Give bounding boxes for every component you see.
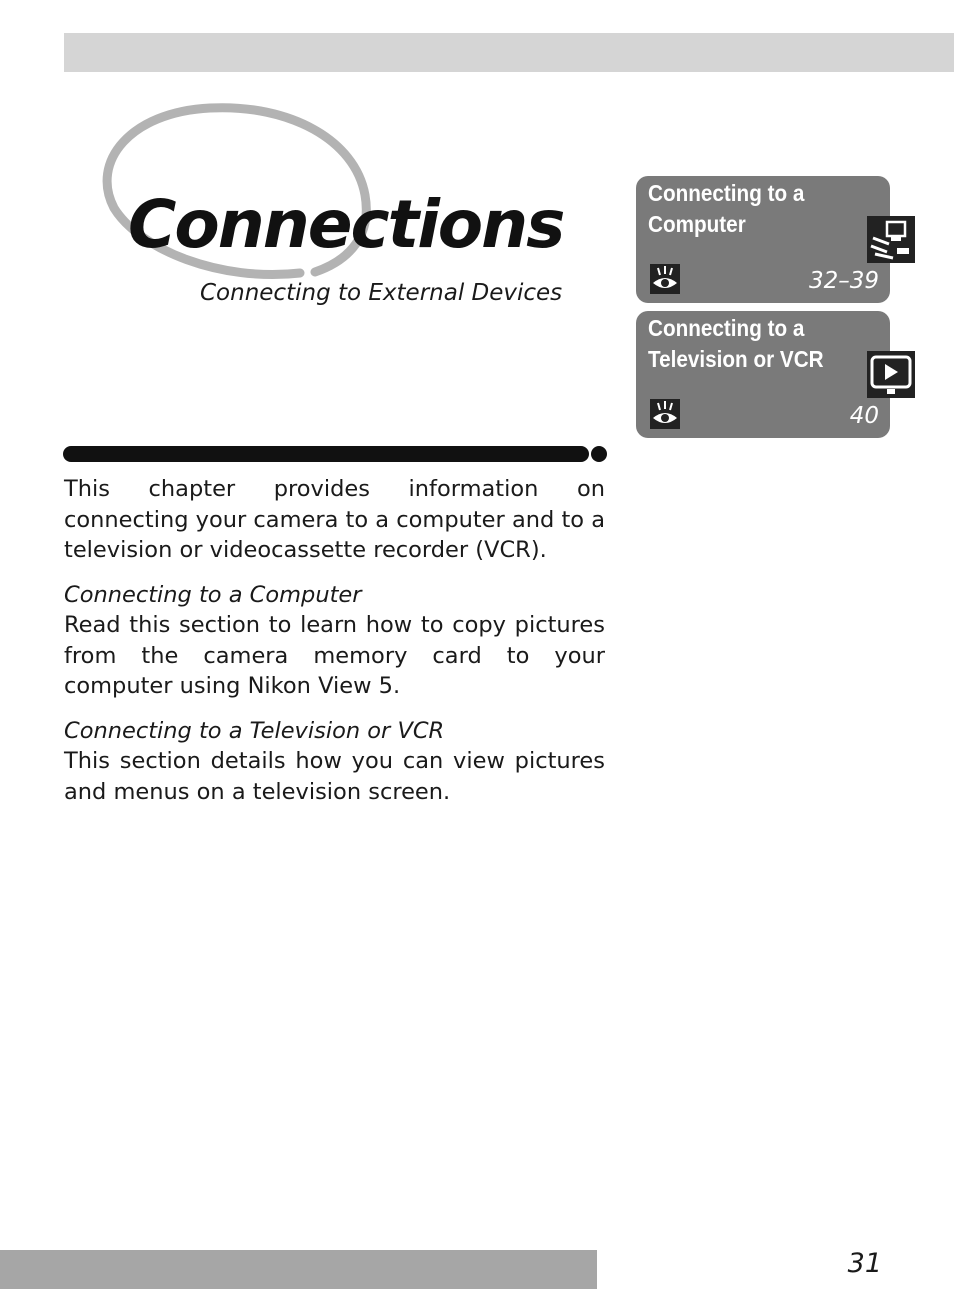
- intro-paragraph: This chapter provides information on connecting your camera to a computer and to a television or videocassette recorder (VCR).: [64, 476, 605, 563]
- eye-icon: [650, 264, 680, 294]
- toc-pages: 32–39: [808, 268, 879, 294]
- chapter-body: [64, 474, 605, 807]
- page-number: 31: [847, 1248, 882, 1279]
- computer-transfer-icon: [867, 216, 915, 263]
- toc-title: Connecting to a Computer: [648, 180, 805, 237]
- section-rule-dot: [591, 446, 607, 462]
- chapter-subtitle: Connecting to External Devices: [200, 280, 563, 306]
- toc-card-television[interactable]: [636, 311, 890, 438]
- footer-bar: [0, 1250, 597, 1289]
- section-heading-television: Connecting to a Television or VCR: [64, 717, 445, 744]
- chapter-title: Connections: [128, 186, 564, 263]
- header-bar: [64, 33, 954, 72]
- toc-pages: 40: [849, 403, 879, 429]
- playback-monitor-icon: [867, 351, 915, 398]
- toc-card-computer[interactable]: [636, 176, 890, 303]
- section-heading-computer: Connecting to a Computer: [64, 581, 362, 608]
- section-rule: [63, 446, 589, 462]
- toc-title: Connecting to a Television or VCR: [648, 315, 824, 372]
- eye-icon: [650, 399, 680, 429]
- section-text-computer: Read this section to learn how to copy pictures from the camera memory card to your computer using Nikon View 5.: [64, 612, 605, 699]
- section-text-television: This section details how you can view pictures and menus on a television screen.: [64, 748, 605, 805]
